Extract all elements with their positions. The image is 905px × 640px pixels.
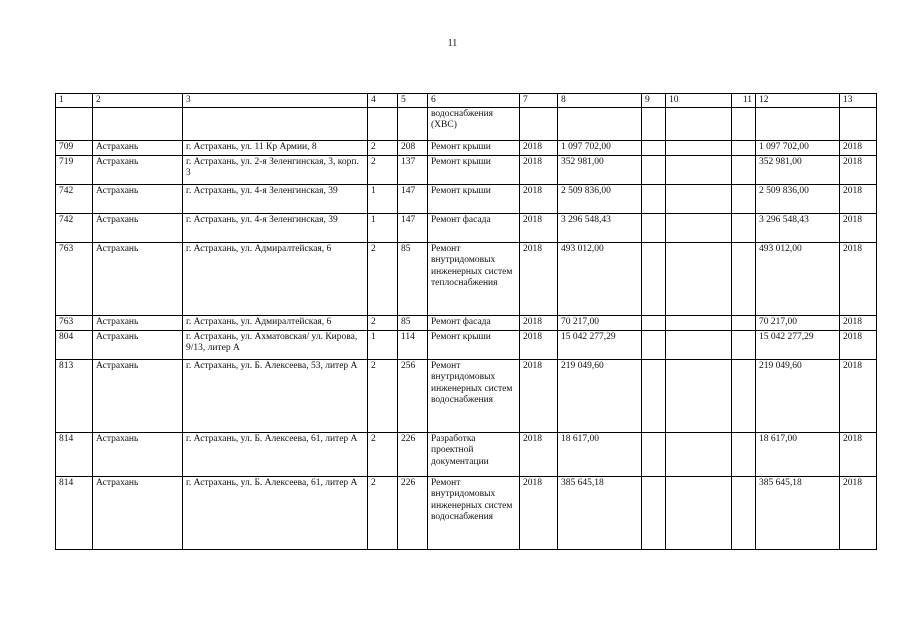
cell-apartments: 114: [398, 330, 428, 359]
cell-year: 2018: [520, 242, 558, 315]
cell-col-9: [642, 359, 666, 432]
cell-city: Астрахань: [93, 476, 183, 549]
cell-row-number: 813: [56, 359, 93, 432]
cell-col-11: [732, 140, 756, 155]
cell-city: Астрахань: [93, 242, 183, 315]
cell-address: г. Астрахань, ул. 4-я Зеленгинская, 39: [183, 184, 368, 213]
cell-address: г. Астрахань, ул. 11 Кр Армии, 8: [183, 140, 368, 155]
cell-total-cost: 70 217,00: [756, 315, 840, 330]
cell-col-9: [642, 140, 666, 155]
cell-completion-year: 2018: [840, 315, 877, 330]
cell-apartments: 147: [398, 184, 428, 213]
cell-cost: 385 645,18: [558, 476, 642, 549]
cell-apartments: 85: [398, 242, 428, 315]
cell-apartments: [398, 107, 428, 140]
cell-row-number: 763: [56, 242, 93, 315]
cell-col-10: [666, 359, 732, 432]
cell-floors: 2: [368, 242, 398, 315]
cell-apartments: 226: [398, 476, 428, 549]
cell-cost: 15 042 277,29: [558, 330, 642, 359]
cell-completion-year: 2018: [840, 155, 877, 184]
cell-apartments: 256: [398, 359, 428, 432]
cell-col-9: [642, 242, 666, 315]
cell-address: г. Астрахань, ул. Б. Алексеева, 61, литер А: [183, 476, 368, 549]
column-number: 8: [558, 94, 642, 108]
cell-col-9: [642, 184, 666, 213]
cell-completion-year: 2018: [840, 359, 877, 432]
cell-address: г. Астрахань, ул. Адмиралтейская, 6: [183, 315, 368, 330]
cell-year: 2018: [520, 315, 558, 330]
column-number: 2: [93, 94, 183, 108]
cell-col-9: [642, 213, 666, 242]
column-number: 5: [398, 94, 428, 108]
cell-col-9: [642, 107, 666, 140]
cell-total-cost: 493 012,00: [756, 242, 840, 315]
cell-completion-year: 2018: [840, 213, 877, 242]
cell-row-number: 804: [56, 330, 93, 359]
cell-total-cost: 3 296 548,43: [756, 213, 840, 242]
cell-city: Астрахань: [93, 315, 183, 330]
cell-col-10: [666, 315, 732, 330]
cell-address: г. Астрахань, ул. Б. Алексеева, 53, литер А: [183, 359, 368, 432]
table-row: [56, 359, 877, 432]
cell-year: 2018: [520, 184, 558, 213]
table-row: [56, 140, 877, 155]
cell-floors: 1: [368, 213, 398, 242]
cell-col-9: [642, 432, 666, 476]
cell-col-11: [732, 330, 756, 359]
cell-floors: 1: [368, 330, 398, 359]
cell-apartments: 137: [398, 155, 428, 184]
cell-completion-year: 2018: [840, 242, 877, 315]
cell-col-11: [732, 184, 756, 213]
table-row: [56, 213, 877, 242]
cell-col-10: [666, 155, 732, 184]
cell-col-9: [642, 476, 666, 549]
column-number-row: [56, 94, 877, 108]
cell-year: 2018: [520, 359, 558, 432]
cell-total-cost: 1 097 702,00: [756, 140, 840, 155]
cell-col-10: [666, 242, 732, 315]
cell-work-type: Ремонт фасада: [428, 213, 520, 242]
cell-cost: 2 509 836,00: [558, 184, 642, 213]
cell-city: Астрахань: [93, 155, 183, 184]
cell-col-9: [642, 315, 666, 330]
column-number: 1: [56, 94, 93, 108]
cell-floors: 2: [368, 155, 398, 184]
cell-total-cost: 2 509 836,00: [756, 184, 840, 213]
cell-col-11: [732, 242, 756, 315]
cell-work-type: Ремонт внутридомовых инженерных систем водоснабжения: [428, 359, 520, 432]
cell-work-type: Ремонт внутридомовых инженерных систем водоснабжения: [428, 476, 520, 549]
cell-year: 2018: [520, 476, 558, 549]
table-row: [56, 155, 877, 184]
data-table: [55, 93, 877, 550]
cell-cost: [558, 107, 642, 140]
cell-col-10: [666, 140, 732, 155]
cell-row-number: 742: [56, 213, 93, 242]
column-number: 6: [428, 94, 520, 108]
cell-total-cost: 219 049,60: [756, 359, 840, 432]
table-row: [56, 315, 877, 330]
cell-total-cost: 352 981,00: [756, 155, 840, 184]
cell-col-11: [732, 155, 756, 184]
column-number: 4: [368, 94, 398, 108]
cell-row-number: 763: [56, 315, 93, 330]
cell-address: г. Астрахань, ул. 2-я Зеленгинская, 3, корп. 3: [183, 155, 368, 184]
cell-address: г. Астрахань, ул. Адмиралтейская, 6: [183, 242, 368, 315]
table-row: [56, 330, 877, 359]
cell-floors: 2: [368, 140, 398, 155]
cell-col-11: [732, 315, 756, 330]
cell-work-type: Ремонт крыши: [428, 330, 520, 359]
cell-col-11: [732, 476, 756, 549]
cell-col-10: [666, 476, 732, 549]
cell-city: Астрахань: [93, 359, 183, 432]
cell-cost: 352 981,00: [558, 155, 642, 184]
cell-total-cost: 15 042 277,29: [756, 330, 840, 359]
table-row: [56, 184, 877, 213]
cell-work-type: Разработка проектной документации: [428, 432, 520, 476]
table-row: [56, 242, 877, 315]
cell-city: Астрахань: [93, 140, 183, 155]
cell-year: [520, 107, 558, 140]
cell-floors: [368, 107, 398, 140]
cell-col-11: [732, 359, 756, 432]
page-number: 11: [447, 38, 458, 49]
cell-row-number: 814: [56, 476, 93, 549]
cell-row-number: 814: [56, 432, 93, 476]
cell-cost: 1 097 702,00: [558, 140, 642, 155]
cell-col-11: [732, 432, 756, 476]
column-number: 13: [840, 94, 877, 108]
cell-row-number: 742: [56, 184, 93, 213]
cell-work-type: Ремонт внутридомовых инженерных систем теплоснабжения: [428, 242, 520, 315]
cell-completion-year: 2018: [840, 184, 877, 213]
cell-city: [93, 107, 183, 140]
cell-work-type: Ремонт крыши: [428, 155, 520, 184]
column-number: 9: [642, 94, 666, 108]
cell-cost: 493 012,00: [558, 242, 642, 315]
cell-floors: 2: [368, 315, 398, 330]
cell-col-10: [666, 107, 732, 140]
table-row: [56, 476, 877, 549]
column-number: 3: [183, 94, 368, 108]
cell-col-11: [732, 213, 756, 242]
cell-apartments: 226: [398, 432, 428, 476]
cell-row-number: 709: [56, 140, 93, 155]
cell-address: г. Астрахань, ул. Ахматовская/ ул. Кирова, 9/13, литер А: [183, 330, 368, 359]
cell-col-10: [666, 432, 732, 476]
cell-floors: 2: [368, 432, 398, 476]
cell-col-10: [666, 184, 732, 213]
cell-completion-year: [840, 107, 877, 140]
cell-apartments: 85: [398, 315, 428, 330]
cell-year: 2018: [520, 213, 558, 242]
cell-work-type: Ремонт крыши: [428, 140, 520, 155]
cell-col-9: [642, 330, 666, 359]
cell-work-type: Ремонт крыши: [428, 184, 520, 213]
cell-floors: 2: [368, 359, 398, 432]
table-row: [56, 107, 877, 140]
cell-year: 2018: [520, 155, 558, 184]
cell-completion-year: 2018: [840, 432, 877, 476]
cell-completion-year: 2018: [840, 476, 877, 549]
cell-row-number: [56, 107, 93, 140]
cell-work-type: водоснабжения (ХВС): [428, 107, 520, 140]
cell-apartments: 147: [398, 213, 428, 242]
cell-cost: 219 049,60: [558, 359, 642, 432]
cell-cost: 3 296 548,43: [558, 213, 642, 242]
cell-cost: 18 617,00: [558, 432, 642, 476]
cell-total-cost: 385 645,18: [756, 476, 840, 549]
cell-city: Астрахань: [93, 213, 183, 242]
cell-col-10: [666, 330, 732, 359]
cell-address: г. Астрахань, ул. 4-я Зеленгинская, 39: [183, 213, 368, 242]
cell-completion-year: 2018: [840, 140, 877, 155]
column-number: 10: [666, 94, 732, 108]
cell-cost: 70 217,00: [558, 315, 642, 330]
cell-total-cost: 18 617,00: [756, 432, 840, 476]
cell-work-type: Ремонт фасада: [428, 315, 520, 330]
cell-total-cost: [756, 107, 840, 140]
cell-city: Астрахань: [93, 432, 183, 476]
cell-col-9: [642, 155, 666, 184]
cell-address: г. Астрахань, ул. Б. Алексеева, 61, литер А: [183, 432, 368, 476]
cell-completion-year: 2018: [840, 330, 877, 359]
cell-apartments: 208: [398, 140, 428, 155]
cell-year: 2018: [520, 330, 558, 359]
column-number: 7: [520, 94, 558, 108]
column-number: 12: [756, 94, 840, 108]
cell-col-10: [666, 213, 732, 242]
cell-floors: 1: [368, 184, 398, 213]
column-number: 11: [732, 94, 756, 108]
cell-city: Астрахань: [93, 184, 183, 213]
cell-floors: 2: [368, 476, 398, 549]
cell-col-11: [732, 107, 756, 140]
cell-address: [183, 107, 368, 140]
cell-row-number: 719: [56, 155, 93, 184]
table-row: [56, 432, 877, 476]
cell-city: Астрахань: [93, 330, 183, 359]
cell-year: 2018: [520, 432, 558, 476]
cell-year: 2018: [520, 140, 558, 155]
